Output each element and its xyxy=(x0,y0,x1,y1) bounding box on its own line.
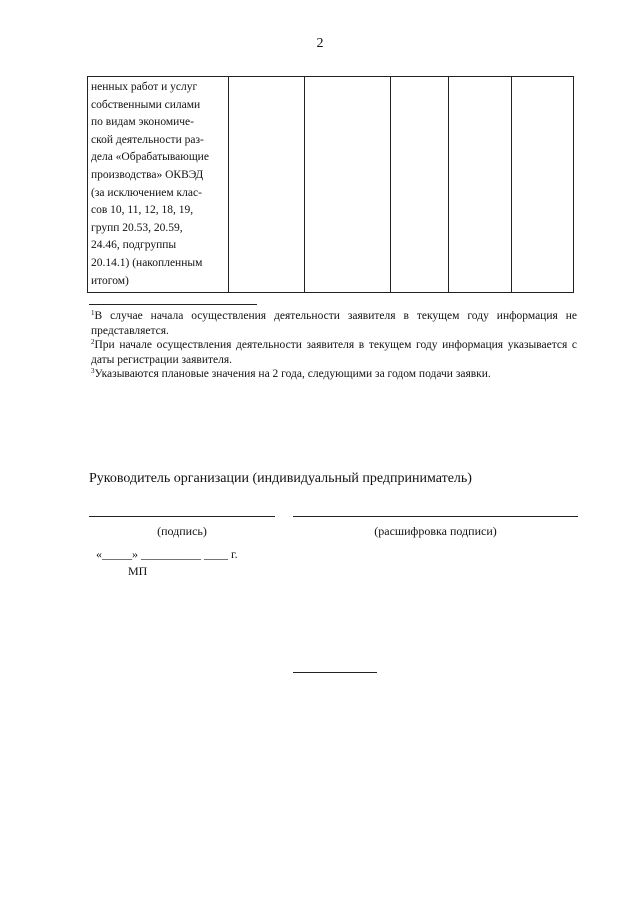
footnote-1 xyxy=(91,309,577,338)
value-cell xyxy=(229,77,305,293)
date-line: «_____» __________ ____ г. xyxy=(96,547,238,561)
footnote-text: Указываются плановые значения на 2 года, следующими за годом подачи заявки. xyxy=(94,368,491,380)
indicator-name-text: ненных работ и услуг собственными силами по видам экономиче- ской деятельности раз- дела «Обрабатывающие производства» ОКВЭД (за исключением клас- сов 10, 11, 12, 18, 19, групп 20.53, 20.59, 24.46, подгруппы 20.14.1) (накопленным итогом) xyxy=(91,81,209,287)
footnote-3 xyxy=(91,367,577,382)
footnote-text: В случае начала осуществления деятельности заявителя в текущем году информация не представляется. xyxy=(91,310,577,337)
value-cell xyxy=(449,77,512,293)
end-separator xyxy=(293,672,377,673)
stamp-label: МП xyxy=(128,564,148,578)
footnote-mark: 2 xyxy=(91,338,95,346)
indicators-table xyxy=(87,76,574,293)
indicator-name-cell xyxy=(88,77,229,293)
value-cell xyxy=(512,77,574,293)
name-line xyxy=(293,516,578,517)
footnote-separator xyxy=(89,304,257,305)
footnote-mark: 3 xyxy=(91,367,95,375)
footnotes xyxy=(91,309,577,382)
signature-caption: (подпись) xyxy=(157,524,207,538)
name-caption: (расшифровка подписи) xyxy=(374,524,497,538)
value-cell xyxy=(391,77,449,293)
footnote-2 xyxy=(91,338,577,367)
value-cell xyxy=(305,77,391,293)
signature-line xyxy=(89,516,275,517)
head-title: Руководитель организации (индивидуальный предприниматель) xyxy=(89,471,472,486)
page-number: 2 xyxy=(316,36,324,51)
footnote-mark: 1 xyxy=(91,309,95,317)
footnote-text: При начале осуществления деятельности заявителя в текущем году информация указывается с даты регистрации заявителя. xyxy=(91,339,577,366)
table-row xyxy=(88,77,574,293)
